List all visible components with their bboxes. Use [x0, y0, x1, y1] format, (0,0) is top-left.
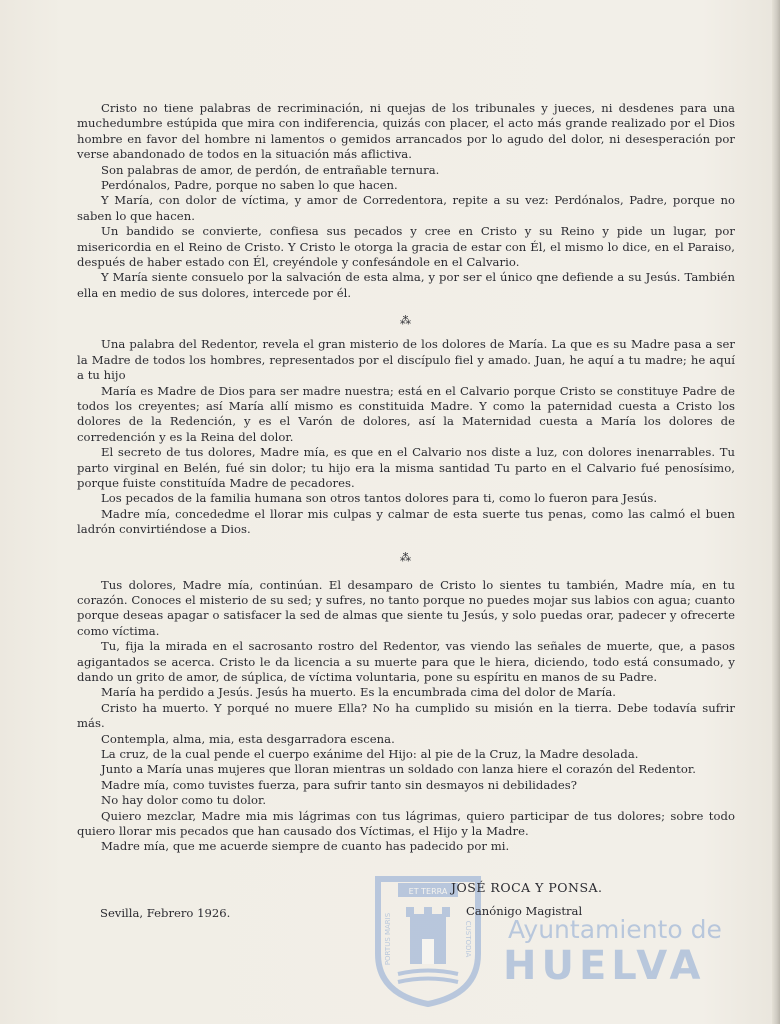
paragraph: La cruz, de la cual pende el cuerpo exánime del Hijo: al pie de la Cruz, la Madre desolada. — [101, 747, 639, 762]
watermark-line1: Ayuntamiento de — [508, 915, 722, 944]
signature-block — [100, 876, 640, 936]
shield-left-text: PORTUS MARIS — [384, 912, 392, 966]
paragraph: Madre mía, que me acuerde siempre de cuanto has padecido por mi. — [101, 839, 510, 854]
paragraph: Y María, con dolor de víctima, y amor de Corredentora, repite a su vez: Perdónalos, Padre, porque no saben lo que hacen. — [77, 193, 735, 223]
paragraph: Junto a María unas mujeres que lloran mientras un soldado con lanza hiere el corazón del Redentor. — [101, 762, 696, 777]
paragraph: Quiero mezclar, Madre mia mis lágrimas con tus lágrimas, quiero participar de tus dolores; sobre todo quiero llorar mis pecados que han causado dos Víctimas, el Hijo y la Madre. — [77, 808, 735, 839]
paragraph: Contempla, alma, mia, esta desgarradora escena. — [101, 731, 395, 746]
section-separator: ⁂ — [400, 314, 412, 328]
shield-top-text: ET TERRA — [408, 887, 448, 896]
paragraph: Tus dolores, Madre mía, continúan. El desamparo de Cristo lo sientes tu también, Madre mía, en tu corazón. Conoces el misterio de su sed; y sufres, no tanto porque no puedes mojar sus labios con agua; cuanto porque deseas apagar o satisfacer la sed de almas que siente tu Jesús, y solo puedas orar, padecer y ofrecerte como víctima. — [77, 577, 735, 638]
paragraph: Cristo no tiene palabras de recriminación, ni quejas de los tribunales y jueces, ni desdenes para una muchedumbre estúpida que mira con indiferencia, quizás con placer, el acto más grande realizado por el Dios hombre en favor del hombre ni lamentos o gemidos arrancados por lo agudo del dolor, ni desesperación por verse abandonado de todos en la situación más aflictiva. — [77, 101, 735, 162]
paragraph: No hay dolor como tu dolor. — [101, 793, 267, 808]
watermark-line2: HUELVA — [503, 943, 706, 989]
page-edge — [772, 0, 780, 1024]
shield-right-text: CUSTODIA — [464, 920, 472, 958]
paragraph: Los pecados de la familia humana son otros tantos dolores para ti, como lo fueron para Jesús. — [101, 491, 658, 506]
paragraph: Son palabras de amor, de perdón, de entrañable ternura. — [101, 162, 440, 177]
date-line: Sevilla, Febrero 1926. — [100, 906, 231, 920]
paragraph: María ha perdido a Jesús. Jesús ha muerto. Es la encumbrada cima del dolor de María. — [101, 685, 617, 700]
paragraph: Una palabra del Redentor, revela el gran misterio de los dolores de María. La que es su Madre pasa a ser la Madre de todos los hombres, representados por el discípulo fiel y amado. Juan, he aquí a tu madre; he aquí a tu hijo — [77, 337, 735, 383]
paragraph: El secreto de tus dolores, Madre mía, es que en el Calvario nos diste a luz, con dolores inenarrables. Tu parto virginal en Belén, fué sin dolor; tu hijo era la misma santidad Tu parto en el Calvario fué penosísimo, porque fuiste constituída Madre de pecadores. — [77, 445, 735, 490]
author-title: Canónigo Magistral — [466, 904, 583, 918]
paragraph: Madre mía, como tuvistes fuerza, para sufrir tanto sin desmayos ni debilidades? — [101, 777, 578, 792]
paragraph: Y María siente consuelo por la salvación de esta alma, y por ser el único qne defiende a su Jesús. También ella en medio de sus dolores, intercede por él. — [77, 270, 735, 300]
paragraph: María es Madre de Dios para ser madre nuestra; está en el Calvario porque Cristo se constituye Padre de todos los creyentes; así María allí mismo es constituida Madre. Y como la paternidad cuesta a Cristo los dolores de la Redención, y es el Varón de dolores, así la Maternidad cuesta a María los dolores de corredención y es la Reina del dolor. — [77, 383, 735, 444]
paragraph: Tu, fija la mirada en el sacrosanto rostro del Redentor, vas viendo las señales de muerte, que, a pasos agigantados se acerca. Cristo le da licencia a su muerte para que le hiera, diciendo, todo está consumado, y dando un grito de amor, de súplica, de víctima voluntaria, pone su espíritu en manos de su Padre. — [77, 639, 735, 684]
article-body — [77, 101, 735, 855]
paragraph: Un bandido se convierte, confiesa sus pecados y cree en Cristo y su Reino y pide un lugar, por misericordia en el Reino de Cristo. Y Cristo le otorga la gracia de estar con Él, el mismo lo dice, en el Paraiso, después de haber estado con Él, creyéndole y confesándole en el Calvario. — [77, 224, 735, 270]
paragraph: Perdónalos, Padre, porque no saben lo que hacen. — [101, 178, 398, 193]
author-name: JOSÉ ROCA Y PONSA. — [451, 880, 603, 895]
paragraph: Cristo ha muerto. Y porqué no muere Ella? No ha cumplido su misión en la tierra. Debe todavía sufrir más. — [77, 700, 735, 731]
section-separator: ⁂ — [400, 550, 412, 564]
paragraph: Madre mía, concededme el llorar mis culpas y calmar de esta suerte tus penas, como las calmó el buen ladrón convirtiéndose a Dios. — [77, 506, 735, 537]
